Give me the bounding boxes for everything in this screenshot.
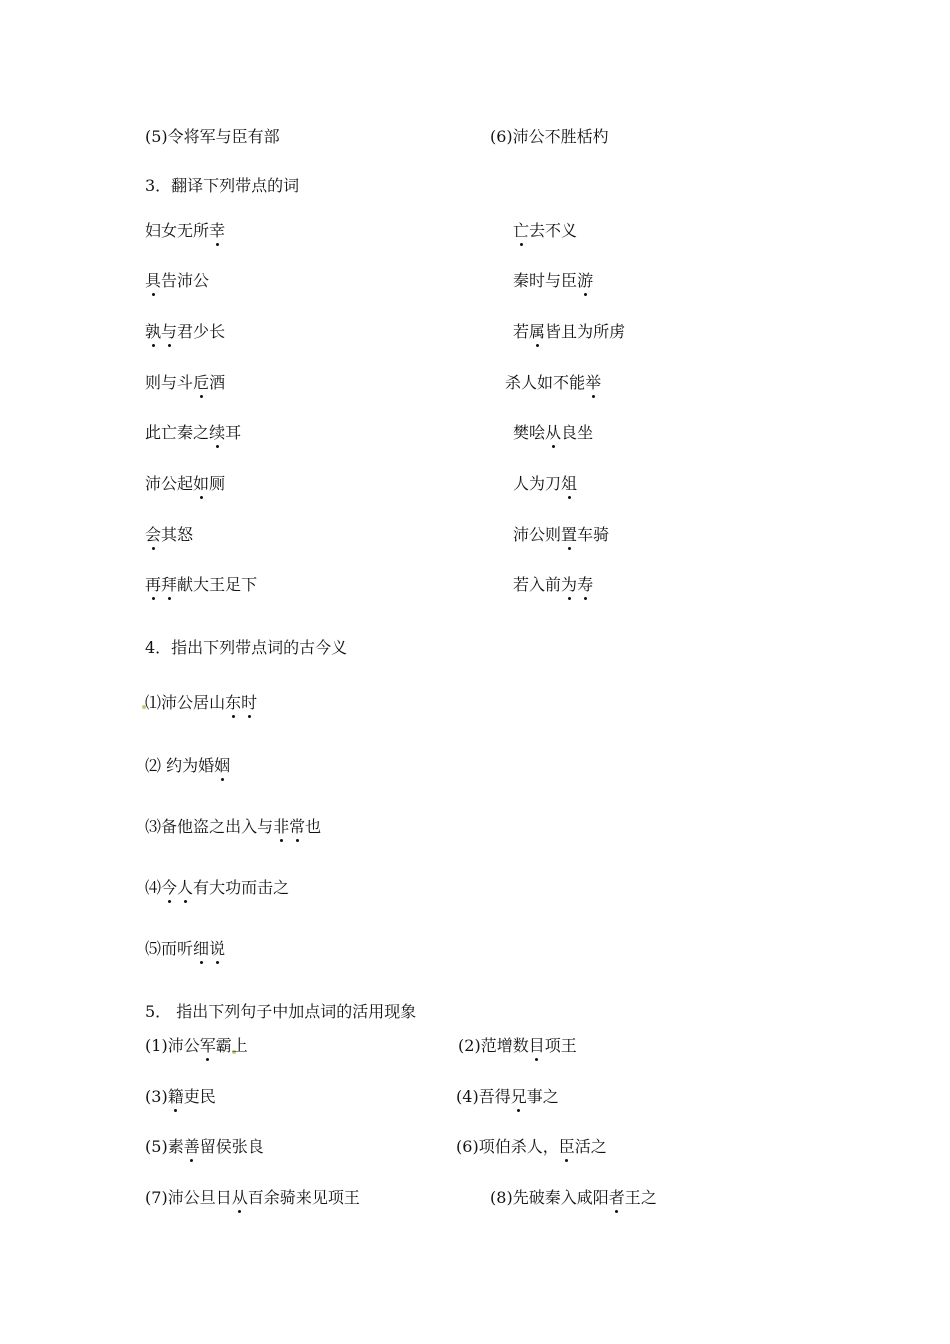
s3-right-2: 秦时与臣游 [513, 271, 594, 290]
emphasis-dot-char: 时 [241, 693, 258, 712]
s3-right-3: 若属皆且为所虏 [513, 322, 626, 341]
s3-right-4: 杀人如不能举 [505, 373, 602, 392]
emphasis-dot-char: 细 [193, 939, 210, 958]
item-5: (5)令将军与臣有部 [145, 127, 280, 146]
s3-left-8: 再拜献大王足下 [145, 575, 258, 594]
emphasis-dot-char: 俎 [561, 474, 578, 493]
emphasis-dot-char: 东 [225, 693, 242, 712]
emphasis-dot-char: 置 [561, 525, 578, 544]
emphasis-dot-char: 从 [231, 1188, 248, 1207]
emphasis-dot-char: 善 [183, 1137, 200, 1156]
emphasis-dot-char: 会 [145, 525, 162, 544]
s5-left-2: (3)籍吏民 [145, 1087, 216, 1106]
s3-right-8: 若入前为寿 [513, 575, 594, 594]
section-4-heading: 4．指出下列带点词的古今义 [145, 638, 348, 657]
emphasis-dot-char: 姻 [214, 756, 231, 775]
s3-right-6: 人为刀俎 [513, 474, 578, 493]
s3-left-6: 沛公起如厕 [145, 474, 226, 493]
section-3-heading: 3．翻译下列带点的词 [145, 176, 300, 195]
s4-item-4: ⑷今人有大功而击之 [145, 878, 290, 897]
s5-left-4: (7)沛公旦日从百余骑来见项王 [145, 1188, 360, 1207]
s3-right-7: 沛公则置车骑 [513, 525, 610, 544]
emphasis-dot-char: 幸 [209, 221, 226, 240]
s3-right-5: 樊哙从良坐 [513, 423, 594, 442]
s3-left-5: 此亡秦之续耳 [145, 423, 242, 442]
emphasis-dot-char: 说 [209, 939, 226, 958]
emphasis-dot-char: 寿 [577, 575, 594, 594]
emphasis-dot-char: 兄 [510, 1087, 527, 1106]
emphasis-dot-char: 属 [529, 322, 546, 341]
s5-right-2: (4)吾得兄事之 [456, 1087, 559, 1106]
s4-item-5: ⑸而听细说 [145, 939, 226, 958]
section-5-heading: 5． 指出下列句子中加点词的活用现象 [145, 1002, 417, 1021]
emphasis-dot-char: 孰 [145, 322, 162, 341]
emphasis-dot-char: 为 [561, 575, 578, 594]
emphasis-dot-char: 目 [528, 1036, 545, 1055]
emphasis-dot-char: 拜 [161, 575, 178, 594]
s5-left-1: (1)沛公军霸上 [145, 1036, 248, 1055]
s3-left-4: 则与斗卮酒 [145, 373, 226, 392]
s5-right-4: (8)先破秦入咸阳者王之 [490, 1188, 657, 1207]
emphasis-dot-char: 举 [585, 373, 602, 392]
emphasis-dot-char: 今 [161, 878, 178, 897]
emphasis-dot-char: 军 [199, 1036, 216, 1055]
s5-right-1: (2)范增数目项王 [458, 1036, 577, 1055]
emphasis-dot-char: 具 [145, 271, 162, 290]
emphasis-dot-char: 常 [289, 817, 306, 836]
emphasis-dot-char: 臣 [558, 1137, 575, 1156]
s4-item-3: ⑶备他盗之出入与非常也 [145, 817, 322, 836]
emphasis-dot-char: 与 [161, 322, 178, 341]
s5-right-3: (6)项伯杀人，臣活之 [456, 1137, 607, 1156]
s3-left-7: 会其怒 [145, 525, 194, 544]
emphasis-dot-char: 卮 [193, 373, 210, 392]
emphasis-dot-char: 非 [273, 817, 290, 836]
emphasis-dot-char: 如 [193, 474, 210, 493]
emphasis-dot-char: 亡 [513, 221, 530, 240]
s5-left-3: (5)素善留侯张良 [145, 1137, 264, 1156]
s3-right-1: 亡去不义 [513, 221, 578, 240]
s3-left-2: 具告沛公 [145, 271, 210, 290]
item-6: (6)沛公不胜栝杓 [490, 127, 609, 146]
emphasis-dot-char: 游 [577, 271, 594, 290]
emphasis-dot-char: 续 [209, 423, 226, 442]
s4-item-2: ⑵ 约为婚姻 [145, 756, 231, 775]
emphasis-dot-char: 人 [177, 878, 194, 897]
s3-left-3: 孰与君少长 [145, 322, 226, 341]
emphasis-dot-char: 籍 [167, 1087, 184, 1106]
s4-item-1: ⑴沛公居山东时 [145, 693, 258, 712]
s3-left-1: 妇女无所幸 [145, 221, 226, 240]
emphasis-dot-char: 从 [545, 423, 562, 442]
emphasis-dot-char: 再 [145, 575, 162, 594]
emphasis-dot-char: 者 [608, 1188, 625, 1207]
